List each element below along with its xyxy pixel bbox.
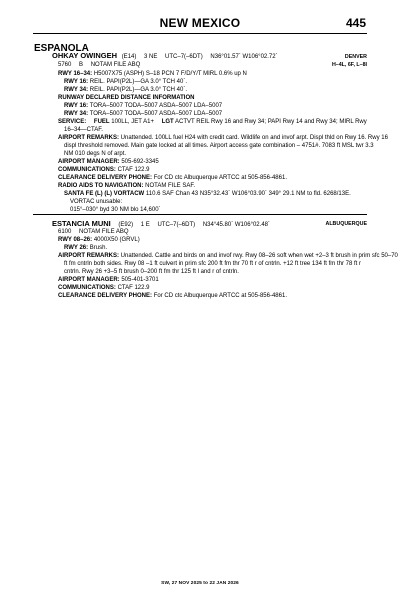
manager-label: AIRPORT MANAGER: (58, 159, 120, 165)
runway-label: RWY 08–26: (58, 237, 93, 243)
declared-rwy16-line (64, 102, 222, 110)
declared-distance-heading: RUNWAY DECLARED DISTANCE INFORMATION (58, 95, 195, 101)
clearance-line (58, 174, 287, 182)
runway-line (58, 70, 247, 78)
clearance-text: For CD ctc Albuquerque ARTCC at 505-856-4861. (153, 293, 287, 299)
clearance-label: CLEARANCE DELIVERY PHONE: (58, 175, 153, 181)
airport-elevation: 5760 (58, 62, 72, 68)
vortac-label: SANTA FE (L) (L) VORTACW (64, 191, 145, 197)
airport-center: ALBUQUERQUE (325, 221, 367, 227)
airport-utc: UTC–7(–6DT) (157, 222, 196, 228)
remarks-line-1 (58, 252, 398, 260)
airport-distance: 1 E (140, 222, 150, 228)
fuel-text: 100LL, JET A1+ (111, 119, 155, 125)
clearance-text: For CD ctc Albuquerque ARTCC at 505-856-4861. (153, 175, 287, 181)
radio-aids-line (58, 182, 195, 190)
radio-aids-label: RADIO AIDS TO NAVIGATION: (58, 183, 144, 189)
lighting-continuation: 16–34—CTAF. (64, 127, 103, 133)
manager-line (58, 276, 159, 284)
declared-rwy34-label: RWY 34: (64, 111, 89, 117)
declared-rwy34-text: TORA–5007 TODA–5007 ASDA–5007 LDA–5007 (89, 111, 223, 117)
remarks-label: AIRPORT REMARKS: (58, 253, 119, 259)
airport-title-line (52, 52, 278, 61)
manager-phone: 505-401-3701 (121, 277, 159, 283)
airport-name: ESTANCIA MUNI (52, 219, 111, 228)
airport-coordinates: N34°45.80´ W106°02.48´ (202, 222, 270, 228)
airport-center: DENVER (344, 54, 367, 60)
page-number: 445 (345, 16, 366, 30)
communications-label: COMMUNICATIONS: (58, 167, 116, 173)
manager-label: AIRPORT MANAGER: (58, 277, 120, 283)
remarks-line-1 (58, 134, 388, 142)
rwy26-line (64, 244, 107, 252)
airport-utc: UTC–7(–6DT) (165, 54, 203, 60)
airport-notam-file: NOTAM FILE ABQ (79, 229, 129, 235)
remarks-line-2: ft fm cntrln both sides. Rwy 08 –1 ft culvert in prim sfc 200 ft fm thr 70 ft r of cntrln. +12 ft tree 134 ft fm thr 78 ft r (64, 261, 361, 267)
rwy16-label: RWY 16: (64, 79, 89, 85)
remarks-text-1: Unattended. Cattle and birds on and invof rwy. Rwy 08–26 soft when wet +2–3 ft brush in prim sfc 50–70 (120, 253, 398, 259)
communications-line (58, 284, 149, 292)
declared-rwy16-text: TORA–5007 TODA–5007 ASDA–5007 LDA–5007 (89, 103, 223, 109)
airport-id: (E92) (118, 222, 134, 228)
runway-label: RWY 16–34: (58, 71, 93, 77)
vortac-restriction: 015°–030° byd 30 NM blo 14,600´ (70, 207, 161, 213)
lighting-label: LGT (161, 119, 174, 125)
page-header-state: NEW MEXICO (159, 16, 241, 30)
service-line (58, 118, 367, 126)
header-divider (33, 33, 367, 34)
communications-text: CTAF 122.9 (117, 285, 150, 291)
vortac-text: 110.6 SAF Chan 43 N35°32.43´ W106°03.90´ 349° 29.1 NM to fld. 6268/13E. (145, 191, 351, 197)
runway-text: H5007X75 (ASPH) S–18 PCN 7 F/D/Y/T MIRL 0.6% up N (93, 71, 247, 77)
runway-line (58, 236, 140, 244)
rwy26-text: Brush. (89, 245, 108, 251)
rwy34-text: REIL. PAPI(P2L)—GA 3.0° TCH 40´. (89, 87, 188, 93)
communications-text: CTAF 122.9 (117, 167, 150, 173)
airport-notam-file: NOTAM FILE ABQ (90, 62, 141, 68)
clearance-line (58, 292, 287, 300)
airport-fuel-code: B (79, 62, 84, 68)
remarks-text-1: Unattended. 100LL fuel H24 with credit card. Wildlife on and invof arpt. Displ thld on Rwy 16. Rwy 16 (120, 135, 388, 141)
city-heading: ESPANOLA (34, 43, 89, 54)
lighting-text: ACTVT REIL Rwy 16 and Rwy 34; PAPI Rwy 14 and Rwy 34; MIRL Rwy (175, 119, 367, 125)
rwy16-text: REIL. PAPI(P2L)—GA 3.0° TCH 40´. (89, 79, 188, 85)
airport-elevation: 6100 (58, 229, 72, 235)
remarks-line-2: displ threshold removed. Main gate locked at all times. Airport access gate combination – 4751#. 7083 ft MSL twr 3.3 (64, 143, 374, 149)
fuel-label: FUEL (93, 119, 110, 125)
airport-charts: H–4L, 6F, L–8I (331, 62, 367, 68)
vortac-line (64, 190, 351, 198)
airport-name: OHKAY OWINGEH (52, 51, 118, 60)
remarks-line-3: cntrln. Rwy 26 +3–5 ft brush 0–200 ft fm thr 125 ft l and r of cntrln. (64, 269, 239, 275)
runway-text: 4000X50 (GRVL) (93, 237, 140, 243)
rwy34-label: RWY 34: (64, 87, 89, 93)
rwy34-line (64, 86, 187, 94)
vortac-unusable: VORTAC unusable: (70, 199, 123, 205)
communications-label: COMMUNICATIONS: (58, 285, 116, 291)
airport-id: (E14) (121, 54, 137, 60)
remarks-line-3: NM 010 degs N of arpt. (64, 151, 127, 157)
radio-aids-text: NOTAM FILE SAF. (145, 183, 196, 189)
airport-coordinates: N36°01.57´ W106°02.72´ (210, 54, 278, 60)
rwy26-label: RWY 26: (64, 245, 89, 251)
clearance-label: CLEARANCE DELIVERY PHONE: (58, 293, 153, 299)
effective-dates-footer: SW, 27 NOV 2025 to 22 JAN 2026 (161, 581, 239, 586)
airport-elevation-line (58, 228, 129, 236)
airport-elevation-line (58, 61, 140, 69)
manager-phone: 505-692-3345 (121, 159, 159, 165)
declared-rwy16-label: RWY 16: (64, 103, 89, 109)
service-label: SERVICE: (58, 119, 87, 125)
airport-distance: 3 NE (144, 54, 158, 60)
declared-rwy34-line (64, 110, 222, 118)
communications-line (58, 166, 149, 174)
airport-divider (33, 214, 367, 215)
rwy16-line (64, 78, 187, 86)
remarks-label: AIRPORT REMARKS: (58, 135, 119, 141)
manager-line (58, 158, 159, 166)
